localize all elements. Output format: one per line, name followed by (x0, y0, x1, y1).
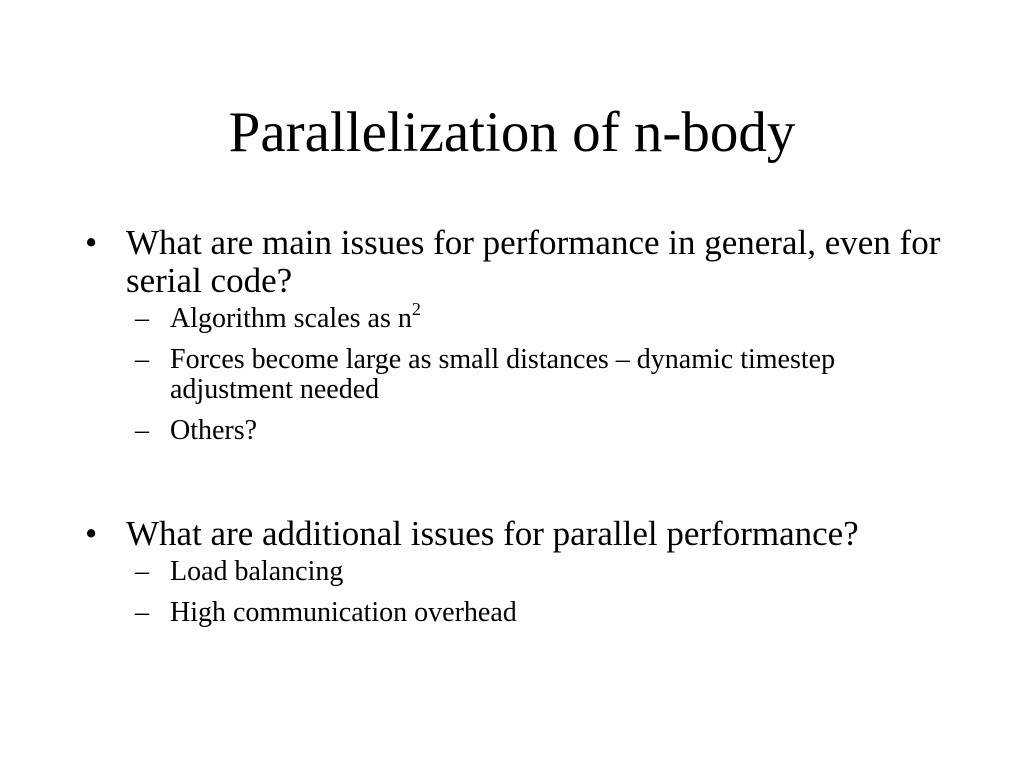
sub-item-text: Algorithm scales as n (170, 303, 412, 334)
bullet-item (80, 224, 960, 457)
bullet-text: What are additional issues for parallel performance? (126, 514, 859, 553)
dash-marker: – (135, 597, 149, 628)
dash-marker: – (135, 303, 149, 334)
sub-item (80, 416, 960, 446)
slide-title: Parallelization of n-body (228, 101, 796, 164)
dash-marker: – (135, 556, 149, 587)
dash-marker: – (135, 415, 149, 446)
sub-item (80, 598, 960, 628)
bullet-marker: • (85, 514, 98, 553)
sub-item-text: Forces become large as small distances – dynamic timestep adjustment needed (170, 344, 836, 405)
superscript: 2 (411, 299, 421, 319)
dash-marker: – (135, 344, 149, 375)
sub-item (80, 557, 960, 587)
sub-item (80, 299, 960, 334)
bullet-marker: • (85, 223, 98, 262)
sub-item-text: Load balancing (170, 556, 344, 587)
sub-item-text: Others? (170, 415, 258, 446)
bullet-text: What are main issues for performance in general, even for serial code? (126, 223, 941, 300)
bullet-item (80, 515, 960, 639)
sub-list (80, 557, 960, 628)
sub-item-text: High communication overhead (170, 597, 517, 628)
sub-item (80, 345, 960, 405)
sub-list (80, 299, 960, 446)
